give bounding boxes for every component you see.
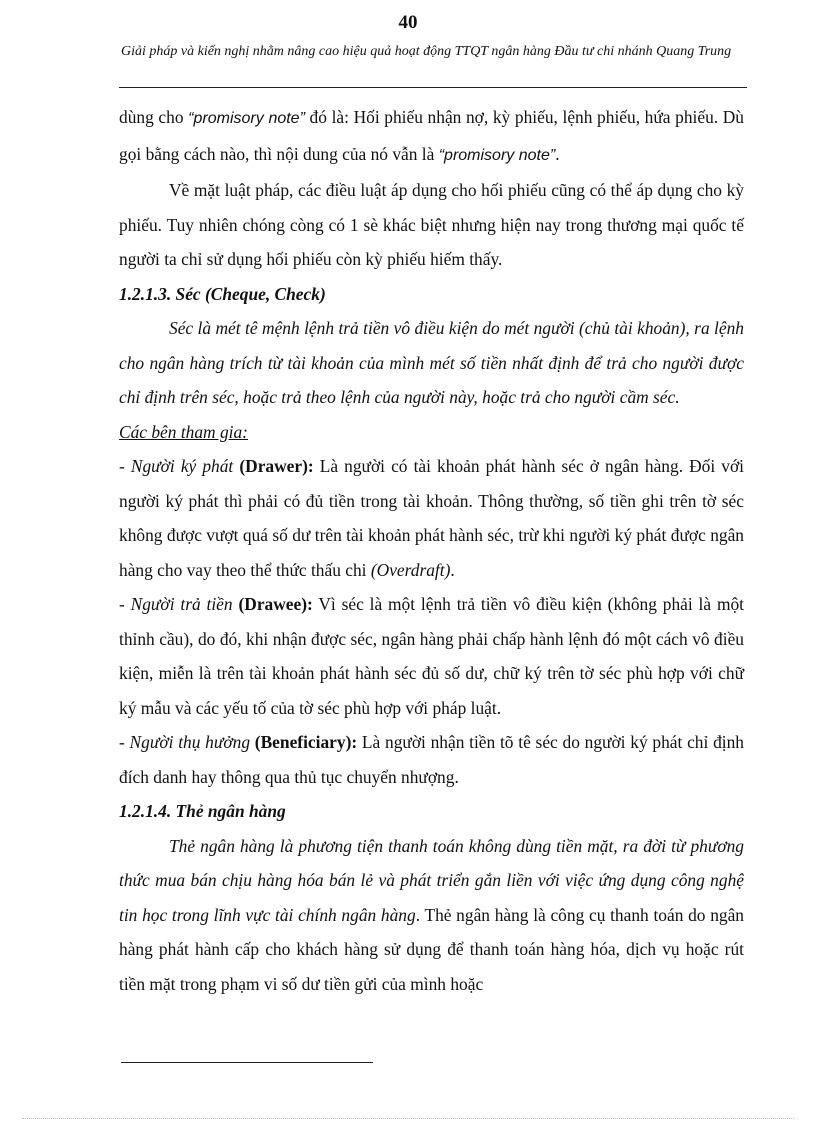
- body-text: [119, 100, 744, 1001]
- role-beneficiary: Người thụ hưởng: [129, 732, 251, 752]
- footnote-rule: [121, 1062, 373, 1063]
- text-run: đó là: Hối phiếu nhận nợ, kỳ phiếu, lệnh phiếu, hứa phiếu. Dù gọi bằng cách nào, thì nội dung của nó vẫn là: [119, 107, 745, 164]
- term-beneficiary: (Beneficiary):: [254, 732, 358, 752]
- running-header: Giải pháp và kiến nghị nhằm nâng cao hiệu quả hoạt động TTQT ngân hàng Đầu tư chi nhánh Quang Trung: [121, 44, 732, 59]
- term-drawer: (Drawer):: [239, 456, 314, 476]
- term-promisory-note: “promisory note”: [438, 146, 556, 164]
- paragraph-drawee: [119, 587, 744, 725]
- text-run: . Thẻ ngân hàng là công cụ thanh toán do ngân hàng phát hành cấp cho khách hàng sử dụng để thanh toán hàng hóa, dịch vụ hoặc rút tiền mặt trong phạm vi số dư tiền gửi của mình hoặc: [119, 904, 744, 994]
- bullet-dash: -: [119, 732, 130, 752]
- text-run: Là người có tài khoản phát hành séc ở ngân hàng. Đối với người ký phát thì phải có đủ tiền trong tài khoản. Thông thường, số tiền ghi trên tờ séc không được vượt quá số dư trên tài khoản phát hành séc, trừ khi người ký phát được ngân hàng cho vay theo thể thức thấu chi: [119, 456, 744, 580]
- role-drawer: Người ký phát: [130, 456, 234, 476]
- text-run: Là người nhận tiền tõ tê séc do người ký phát chỉ định đích danh hay thông qua thủ tục chuyển nhượng.: [119, 732, 744, 787]
- text-run: Vì séc là một lệnh trả tiền vô điều kiện (không phải là một thỉnh cầu), do đó, khi nhận được séc, ngân hàng phải chấp hành lệnh đó một cách vô điều kiện, miễn là trên tài khoản phát hành séc đủ số dư, chữ ký trên tờ séc phù hợp với chữ ký mẫu và các yếu tố của tờ séc phù hợp với pháp luật.: [119, 594, 745, 718]
- text-run: .: [555, 143, 560, 164]
- bullet-dash: -: [119, 456, 131, 476]
- text-run: .: [450, 559, 455, 580]
- term-overdraft: (Overdraft): [370, 559, 451, 580]
- heading-bank-card: 1.2.1.4. Thẻ ngân hàng: [119, 801, 286, 821]
- page-number: 40: [398, 12, 418, 33]
- text-run: dùng cho: [119, 107, 189, 127]
- paragraph-legal: Về mặt luật pháp, các điều luật áp dụng cho hối phiếu cũng có thể áp dụng cho kỳ phiếu. Tuy nhiên chóng còng có 1 sè khác biệt nhưng hiện nay trong thương mại quốc tế người ta chỉ sử dụng hối phiếu còn kỳ phiếu hiếm thấy.: [119, 180, 744, 269]
- role-drawee: Người trả tiền: [130, 594, 233, 614]
- text-run-italic: Thẻ ngân hàng là phương tiện thanh toán không dùng tiền mặt, ra đời từ phương thức mua bán chịu hàng hóa bán lẻ và phát triển gắn liền với việc ứng dụng công nghệ tin học trong lĩnh vực tài chính ngân hàng: [119, 835, 744, 925]
- paragraph-beneficiary: [119, 725, 744, 794]
- heading-cheque: 1.2.1.3. Séc (Cheque, Check): [119, 283, 326, 304]
- term-promisory-note: “promisory note”: [188, 110, 305, 127]
- parties-label-line: [119, 415, 744, 450]
- paragraph-bank-card: [119, 829, 744, 1002]
- parties-label: Các bên tham gia:: [119, 421, 248, 442]
- paragraph-cheque-definition: Séc là mét tê mệnh lệnh trả tiền vô điều kiện do mét người (chủ tài khoản), ra lệnh cho ngân hàng trích từ tài khoản của mình mét số tiền nhất định để trả cho người được chỉ định trên séc, hoặc trả theo lệnh của người này, hoặc trả cho người cầm séc.: [119, 318, 744, 407]
- term-drawee: (Drawee):: [238, 594, 313, 614]
- paragraph-drawer: [119, 449, 744, 587]
- bullet-dash: -: [119, 594, 131, 614]
- header-rule: [119, 87, 747, 88]
- paragraph-promissory-note-names: [119, 100, 744, 173]
- bottom-dotted-border: [22, 1118, 794, 1119]
